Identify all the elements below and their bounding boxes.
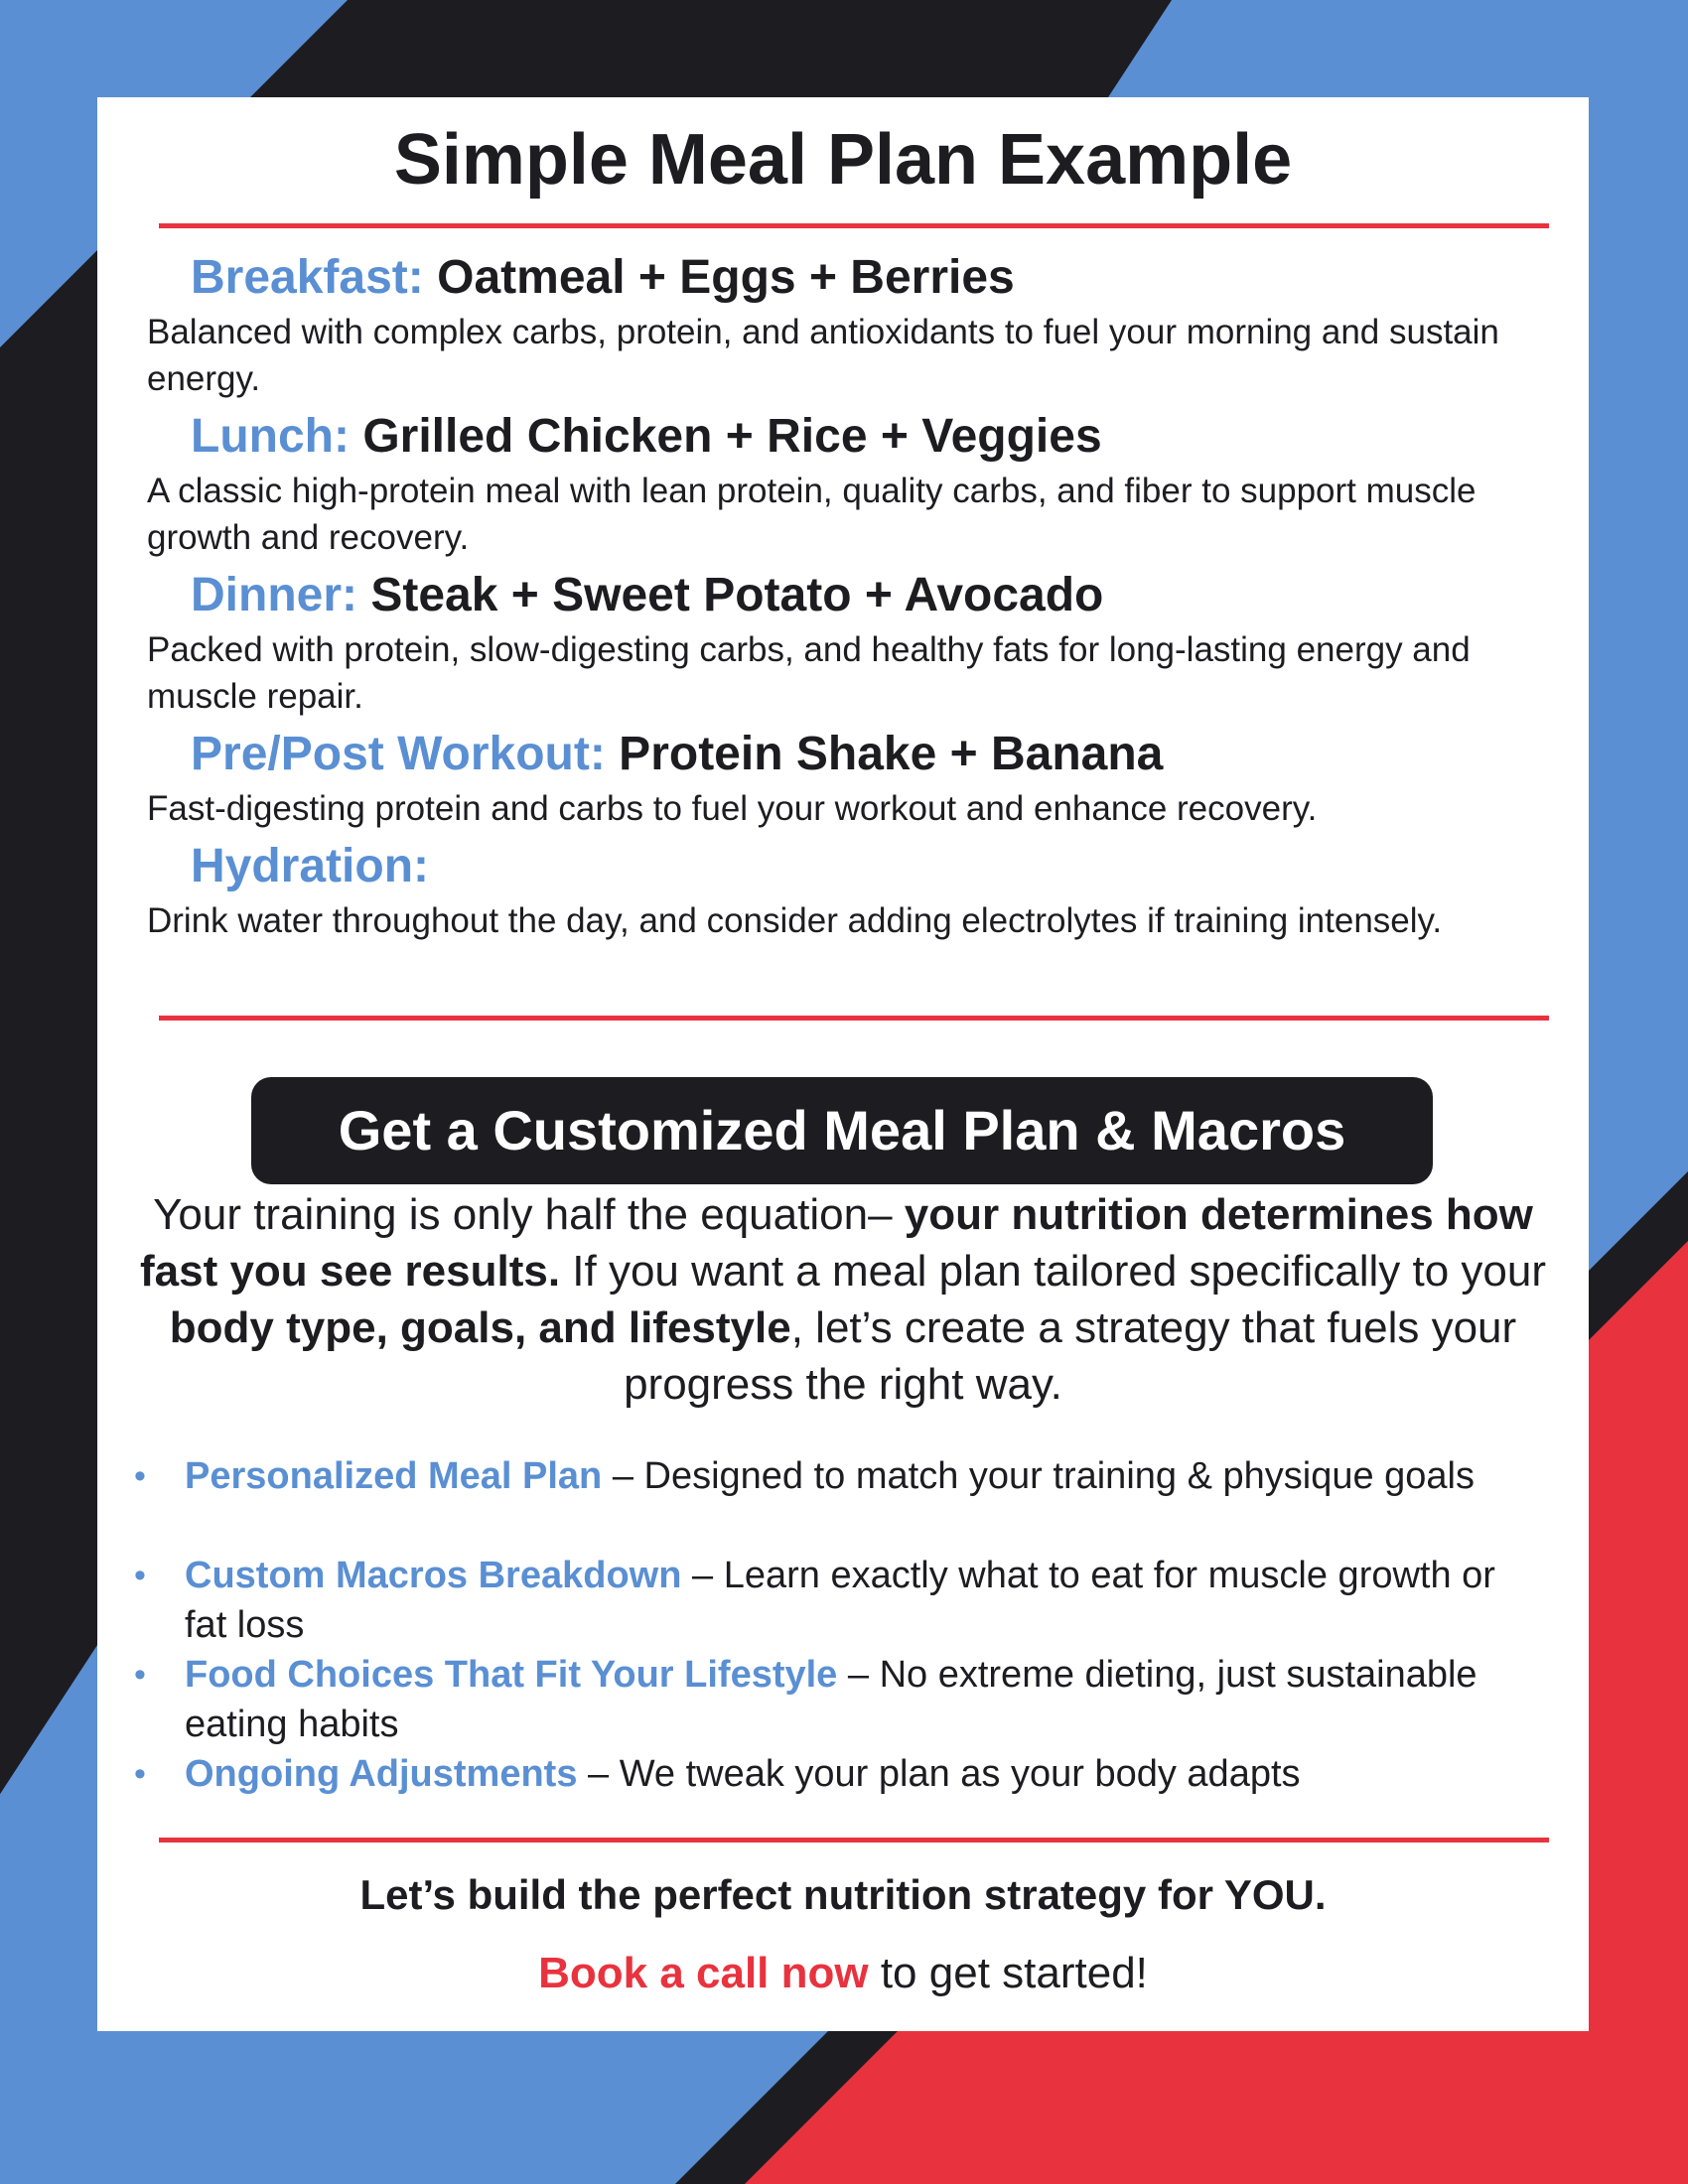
- meal-label: Pre/Post Workout:: [191, 728, 606, 780]
- meal-hydration-heading: [191, 839, 429, 894]
- meal-dinner-description: Packed with protein, slow-digesting carbs, and healthy fats for long-lasting energy and muscle repair.: [147, 630, 1471, 716]
- benefit-item: [185, 1551, 1505, 1650]
- bullet-dot: •: [134, 1457, 146, 1495]
- benefit-item: [185, 1650, 1505, 1749]
- benefit-label: Food Choices That Fit Your Lifestyle: [185, 1654, 838, 1696]
- meal-items: Steak + Sweet Potato + Avocado: [370, 569, 1104, 621]
- benefit-text: – Designed to match your training & physique goals: [602, 1455, 1475, 1497]
- meal-label: Breakfast:: [191, 251, 424, 304]
- benefit-label: Ongoing Adjustments: [185, 1753, 578, 1795]
- meal-plan-card: [97, 97, 1589, 2031]
- page-title: Simple Meal Plan Example: [393, 120, 1293, 200]
- custom-plan-banner: Get a Customized Meal Plan & Macros: [251, 1077, 1433, 1184]
- meal-items: Oatmeal + Eggs + Berries: [437, 251, 1015, 304]
- meal-label: Hydration:: [191, 840, 429, 892]
- intro-text: , let’s create a strategy that fuels your progress the right way.: [624, 1303, 1517, 1409]
- benefit-item: [185, 1749, 1505, 1799]
- meal-breakfast-description: Balanced with complex carbs, protein, and antioxidants to fuel your morning and sustain energy.: [147, 313, 1499, 398]
- meal-workout-description: Fast-digesting protein and carbs to fuel your workout and enhance recovery.: [147, 789, 1318, 828]
- meal-hydration-description: Drink water throughout the day, and consider adding electrolytes if training intensely.: [147, 901, 1443, 940]
- bullet-dot: •: [134, 1557, 146, 1594]
- meal-label: Dinner:: [191, 569, 357, 621]
- meal-workout-heading: [191, 727, 1163, 782]
- intro-emphasis: your nutrition determines how fast you see results.: [139, 1190, 1533, 1296]
- benefit-text: – No extreme dieting, just sustainable eating habits: [185, 1654, 1477, 1745]
- meal-items: Grilled Chicken + Rice + Veggies: [362, 410, 1102, 463]
- closing-statement: Let’s build the perfect nutrition strategy for YOU.: [359, 1871, 1327, 1918]
- benefit-text: – We tweak your plan as your body adapts: [577, 1753, 1301, 1795]
- intro-paragraph: [127, 1186, 1559, 1413]
- bullet-dot: •: [134, 1755, 146, 1793]
- meals-divider: [159, 1016, 1549, 1021]
- benefit-label: Personalized Meal Plan: [185, 1455, 603, 1497]
- intro-text: Your training is only half the equation–: [153, 1190, 905, 1239]
- bullet-dot: •: [134, 1656, 146, 1694]
- benefit-text: – Learn exactly what to eat for muscle growth or fat loss: [185, 1555, 1495, 1646]
- meal-lunch-heading: [191, 409, 1102, 465]
- cta-text: to get started!: [868, 1949, 1148, 1997]
- intro-text: If you want a meal plan tailored specifically to your: [560, 1247, 1547, 1296]
- meal-items: Protein Shake + Banana: [619, 728, 1164, 780]
- benefit-label: Custom Macros Breakdown: [185, 1555, 682, 1596]
- benefit-item: [185, 1451, 1505, 1501]
- meal-lunch-description: A classic high-protein meal with lean protein, quality carbs, and fiber to support muscle growth and recovery.: [147, 472, 1477, 557]
- call-to-action: [97, 1946, 1589, 2001]
- title-divider: [159, 223, 1549, 228]
- meal-dinner-heading: [191, 568, 1103, 623]
- meal-breakfast-heading: [191, 250, 1015, 306]
- intro-emphasis: body type, goals, and lifestyle: [169, 1303, 791, 1352]
- book-call-link[interactable]: Book a call now: [538, 1949, 869, 1997]
- meal-label: Lunch:: [191, 410, 350, 463]
- bullets-divider: [159, 1838, 1549, 1843]
